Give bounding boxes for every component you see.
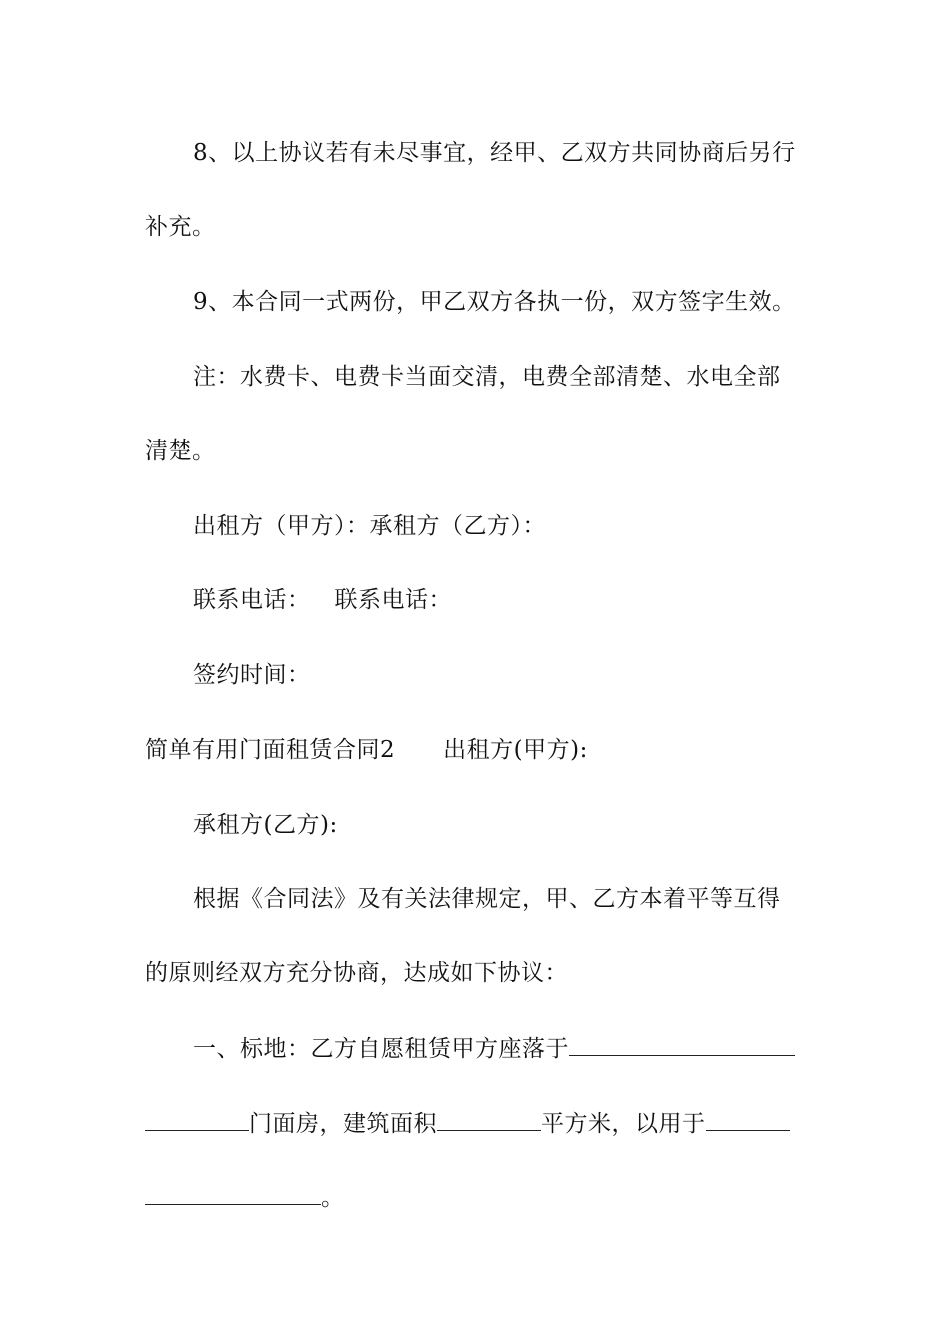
purpose-blank[interactable] [706,1108,790,1131]
note-line-1: 注：水费卡、电费卡当面交清，电费全部清楚、水电全部 [193,364,781,390]
phone-line [193,585,858,615]
location-blank[interactable] [569,1033,795,1056]
item-1-end: 。 [321,1185,345,1211]
location-blank-cont[interactable] [145,1108,249,1131]
parties-line: 出租方（甲方）：承租方（乙方）： [193,513,546,539]
item-1-text-c: 平方米，以用于 [541,1111,706,1137]
clause-8-line-2: 补充。 [145,214,216,240]
phone-lessor-label: 联系电话： [193,587,311,613]
item-1-line-3 [145,1182,810,1213]
sign-time-label: 签约时间： [193,662,311,688]
basis-line-2: 的原则经双方充分协商，达成如下协议： [145,960,568,986]
clause-9: 9、本合同一式两份，甲乙双方各执一份，双方签字生效。 [193,289,796,315]
item-1-line-2 [145,1108,810,1139]
contract-2-title: 简单有用门面租赁合同2 [145,737,396,763]
lessee-label: 承租方(乙方): [193,812,338,838]
area-blank[interactable] [437,1108,541,1131]
lessor-label: 出租方(甲方): [443,737,588,763]
phone-lessee-label: 联系电话： [334,587,452,613]
note-line-2: 清楚。 [145,438,216,464]
item-1-text-a: 一、标地：乙方自愿租赁甲方座落于 [193,1036,569,1062]
contract-2-heading-line [145,735,810,765]
clause-8-line-1: 8、以上协议若有未尽事宜，经甲、乙双方共同协商后另行 [193,140,796,166]
basis-line-1: 根据《合同法》及有关法律规定，甲、乙方本着平等互得 [193,886,781,912]
purpose-blank-cont[interactable] [145,1182,321,1205]
item-1-text-b: 门面房，建筑面积 [249,1111,437,1137]
item-1-line-1 [193,1033,858,1064]
